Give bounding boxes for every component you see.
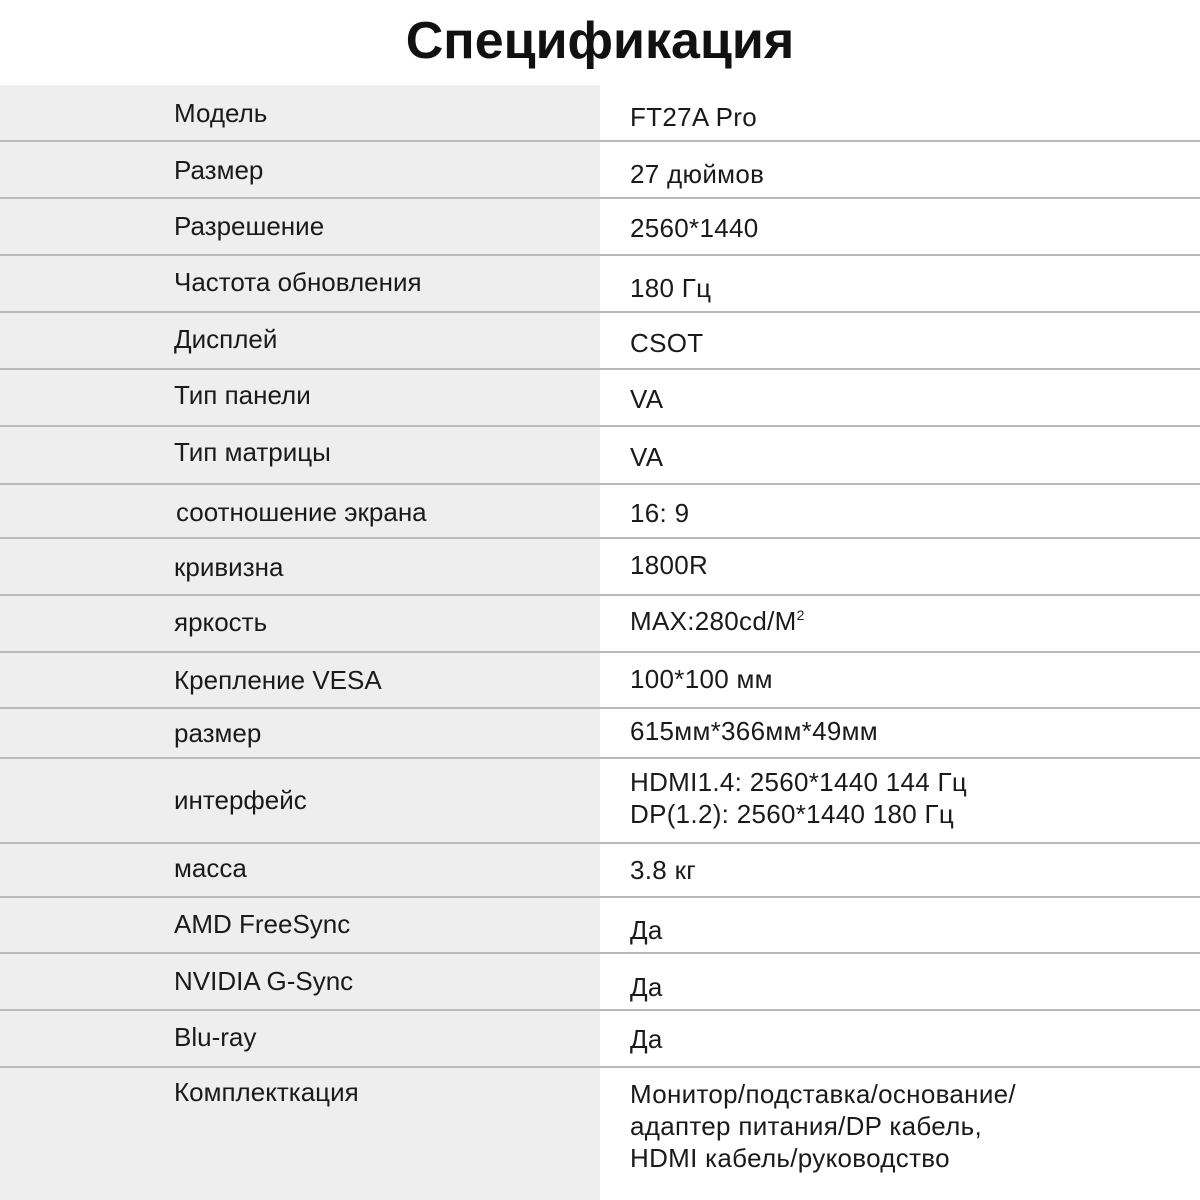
spec-label: Тип матрицы: [174, 437, 331, 467]
row-divider: [0, 254, 1200, 256]
spec-value: Да: [630, 915, 663, 945]
spec-label: Тип панели: [174, 380, 311, 410]
spec-label: Модель: [174, 98, 268, 128]
brightness-value: MAX:280cd/M: [630, 606, 797, 636]
spec-value: 16: 9: [630, 498, 690, 528]
spec-value: 180 Гц: [630, 273, 712, 303]
row-divider: [0, 1066, 1200, 1068]
row-divider: [0, 425, 1200, 427]
spec-value-line2: DP(1.2): 2560*1440 180 Гц: [630, 799, 955, 829]
spec-label: Крепление VESA: [174, 665, 382, 695]
row-divider: [0, 368, 1200, 370]
spec-label: AMD FreeSync: [174, 909, 351, 939]
row-divider: [0, 707, 1200, 709]
row-divider: [0, 1009, 1200, 1011]
label-column: [0, 85, 600, 1200]
spec-value: [630, 605, 805, 637]
value-column: [600, 85, 1200, 1200]
page-title: Спецификация: [405, 12, 795, 70]
spec-label: Дисплей: [174, 324, 278, 354]
spec-value: 2560*1440: [630, 213, 759, 243]
spec-value: CSOT: [630, 328, 704, 358]
spec-label: масса: [174, 853, 247, 883]
spec-label: Blu-ray: [174, 1022, 257, 1052]
row-divider: [0, 896, 1200, 898]
spec-value-line2: адаптер питания/DP кабель,: [630, 1111, 983, 1141]
row-divider: [0, 197, 1200, 199]
spec-value: VA: [630, 384, 664, 414]
spec-label: интерфейс: [174, 785, 307, 815]
row-divider: [0, 311, 1200, 313]
spec-label: кривизна: [174, 552, 284, 582]
spec-label: Размер: [174, 155, 264, 185]
row-divider: [0, 594, 1200, 596]
spec-value: 3.8 кг: [630, 855, 697, 885]
spec-value: Да: [630, 1024, 663, 1054]
row-divider: [0, 651, 1200, 653]
spec-label: яркость: [174, 607, 268, 637]
row-divider: [0, 140, 1200, 142]
spec-value: Да: [630, 972, 663, 1002]
row-divider: [0, 952, 1200, 954]
spec-value: 27 дюймов: [630, 159, 765, 189]
row-divider: [0, 842, 1200, 844]
spec-value: VA: [630, 442, 664, 472]
header: [0, 0, 1200, 85]
spec-value-line1: HDMI1.4: 2560*1440 144 Гц: [630, 767, 968, 797]
spec-value-line3: HDMI кабель/руководство: [630, 1143, 950, 1173]
row-divider: [0, 537, 1200, 539]
spec-label: размер: [174, 718, 262, 748]
spec-label: Разрешение: [174, 211, 325, 241]
spec-label: Частота обновления: [174, 267, 422, 297]
row-divider: [0, 757, 1200, 759]
spec-value: 1800R: [630, 550, 709, 580]
spec-value: 615мм*366мм*49мм: [630, 716, 878, 746]
spec-value: FT27A Pro: [630, 102, 757, 132]
row-divider: [0, 483, 1200, 485]
spec-value-line1: Монитор/подставка/основание/: [630, 1079, 1016, 1109]
spec-label: Комплекткация: [174, 1077, 359, 1107]
superscript: 2: [796, 607, 805, 623]
spec-value: 100*100 мм: [630, 664, 773, 694]
spec-label: соотношение экрана: [176, 497, 427, 527]
spec-label: NVIDIA G-Sync: [174, 966, 354, 996]
